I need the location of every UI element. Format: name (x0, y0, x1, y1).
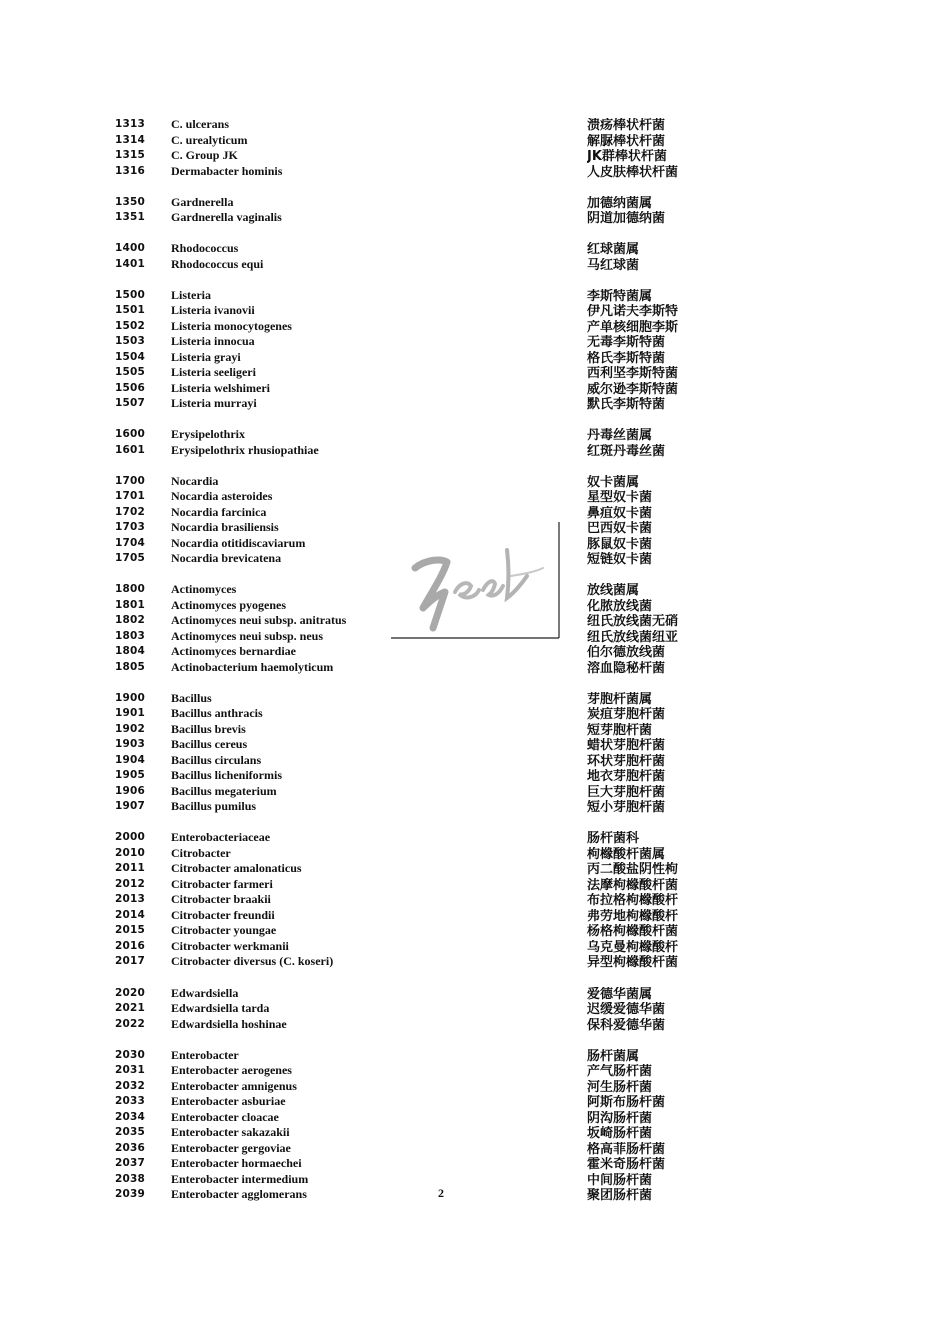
list-item (0, 474, 950, 489)
species-code: 1903 (115, 738, 146, 750)
species-latin-name: Nocardia otitidiscaviarum (171, 536, 306, 550)
species-chinese-name: 弗劳地枸橼酸杆 (587, 909, 679, 924)
species-code: 2013 (115, 893, 146, 905)
list-item (0, 195, 950, 210)
species-latin-name: Listeria (171, 288, 211, 302)
species-chinese-name: 蜡状芽胞杆菌 (587, 738, 666, 753)
species-chinese-name: 河生肠杆菌 (587, 1080, 653, 1095)
species-chinese-name: 地衣芽胞杆菌 (587, 769, 666, 784)
species-code: 2020 (115, 987, 146, 999)
species-chinese-name: 阴沟肠杆菌 (587, 1111, 653, 1126)
list-item (0, 1156, 950, 1171)
list-item (0, 536, 950, 551)
species-latin-name: Rhodococcus (171, 241, 239, 255)
species-chinese-name: 格氏李斯特菌 (587, 351, 666, 366)
species-chinese-name: 法摩枸橼酸杆菌 (587, 878, 679, 893)
species-code: 2022 (115, 1018, 146, 1030)
species-latin-name: Listeria monocytogenes (171, 319, 292, 333)
list-item (0, 148, 950, 163)
species-chinese-name: 异型枸橼酸杆菌 (587, 955, 679, 970)
list-item (0, 427, 950, 442)
species-code: 1350 (115, 196, 146, 208)
list-item (0, 737, 950, 752)
species-latin-name: Citrobacter (171, 846, 231, 860)
species-code: 2034 (115, 1111, 146, 1123)
species-latin-name: Citrobacter diversus (C. koseri) (171, 954, 334, 968)
species-chinese-name: 肠杆菌科 (587, 831, 640, 846)
species-chinese-name: 坂崎肠杆菌 (587, 1126, 653, 1141)
species-chinese-name: 红球菌属 (587, 242, 640, 257)
species-chinese-name: 马红球菌 (587, 258, 640, 273)
species-chinese-name: 阴道加德纳菌 (587, 211, 666, 226)
list-item (0, 117, 950, 132)
species-latin-name: Edwardsiella tarda (171, 1001, 270, 1015)
list-item (0, 1110, 950, 1125)
list-item (0, 1141, 950, 1156)
species-latin-name: Listeria grayi (171, 350, 241, 364)
species-chinese-name: 保科爱德华菌 (587, 1018, 666, 1033)
species-chinese-name: 溃疡棒状杆菌 (587, 118, 666, 133)
species-chinese-name: 短芽胞杆菌 (587, 723, 653, 738)
species-latin-name: Gardnerella (171, 195, 234, 209)
list-item (0, 133, 950, 148)
species-chinese-name: 环状芽胞杆菌 (587, 754, 666, 769)
species-latin-name: Edwardsiella hoshinae (171, 1017, 287, 1031)
species-code: 2033 (115, 1095, 146, 1107)
list-item (0, 1001, 950, 1016)
species-latin-name: C. Group JK (171, 148, 238, 162)
species-latin-name: Bacillus megaterium (171, 784, 277, 798)
species-latin-name: Listeria murrayi (171, 396, 257, 410)
list-item (0, 877, 950, 892)
list-item (0, 443, 950, 458)
species-latin-name: Nocardia farcinica (171, 505, 267, 519)
list-item (0, 551, 950, 566)
species-latin-name: Actinomyces pyogenes (171, 598, 286, 612)
list-item (0, 644, 950, 659)
species-chinese-name: 威尔逊李斯特菌 (587, 382, 679, 397)
species-chinese-name: JK群棒状杆菌 (587, 149, 667, 164)
list-item (0, 892, 950, 907)
page-number: 2 (438, 1186, 444, 1200)
species-code: 1507 (115, 397, 146, 409)
species-code: 2000 (115, 831, 146, 843)
species-latin-name: Enterobacteriaceae (171, 830, 271, 844)
species-code: 1904 (115, 754, 146, 766)
list-item (0, 722, 950, 737)
species-code: 1700 (115, 475, 146, 487)
species-code: 1314 (115, 134, 146, 146)
species-code: 2035 (115, 1126, 146, 1138)
list-item (0, 830, 950, 845)
list-item (0, 288, 950, 303)
species-chinese-name: 无毒李斯特菌 (587, 335, 666, 350)
species-latin-name: Citrobacter farmeri (171, 877, 273, 891)
list-item (0, 923, 950, 938)
species-code: 1803 (115, 630, 146, 642)
species-latin-name: Rhodococcus equi (171, 257, 264, 271)
species-chinese-name: 溶血隐秘杆菌 (587, 661, 666, 676)
species-code: 1502 (115, 320, 146, 332)
species-code: 2012 (115, 878, 146, 890)
species-chinese-name: 奴卡菌属 (587, 475, 640, 490)
species-chinese-name: 放线菌属 (587, 583, 640, 598)
list-item (0, 784, 950, 799)
species-latin-name: Nocardia brevicatena (171, 551, 282, 565)
species-code: 1701 (115, 490, 146, 502)
species-chinese-name: 肠杆菌属 (587, 1049, 640, 1064)
species-latin-name: Bacillus cereus (171, 737, 248, 751)
list-item (0, 1079, 950, 1094)
species-latin-name: Bacillus anthracis (171, 706, 263, 720)
species-code: 1703 (115, 521, 146, 533)
list-item (0, 1172, 950, 1187)
species-code: 2032 (115, 1080, 146, 1092)
species-latin-name: Enterobacter asburiae (171, 1094, 286, 1108)
list-item (0, 396, 950, 411)
species-chinese-name: 鼻疽奴卡菌 (587, 506, 653, 521)
species-chinese-name: 人皮肤棒状杆菌 (587, 165, 679, 180)
species-code: 1705 (115, 552, 146, 564)
species-latin-name: Dermabacter hominis (171, 164, 283, 178)
species-code: 1800 (115, 583, 146, 595)
species-code: 1504 (115, 351, 146, 363)
species-code: 2016 (115, 940, 146, 952)
species-latin-name: Edwardsiella (171, 986, 239, 1000)
species-code: 2039 (115, 1188, 146, 1200)
species-code: 1505 (115, 366, 146, 378)
list-item (0, 908, 950, 923)
species-code: 1506 (115, 382, 146, 394)
species-chinese-name: 聚团肠杆菌 (587, 1188, 653, 1203)
species-chinese-name: 产单核细胞李斯 (587, 320, 679, 335)
species-code: 1900 (115, 692, 146, 704)
species-chinese-name: 迟缓爱德华菌 (587, 1002, 666, 1017)
species-chinese-name: 格高菲肠杆菌 (587, 1142, 666, 1157)
species-chinese-name: 布拉格枸橼酸杆 (587, 893, 679, 908)
species-latin-name: Enterobacter gergoviae (171, 1141, 291, 1155)
species-code: 2036 (115, 1142, 146, 1154)
species-code: 1315 (115, 149, 146, 161)
species-chinese-name: 巴西奴卡菌 (587, 521, 653, 536)
species-chinese-name: 丹毒丝菌属 (587, 428, 653, 443)
list-item (0, 660, 950, 675)
species-latin-name: Nocardia (171, 474, 219, 488)
species-chinese-name: 爱德华菌属 (587, 987, 653, 1002)
species-code: 1901 (115, 707, 146, 719)
species-latin-name: Listeria welshimeri (171, 381, 270, 395)
species-code: 2037 (115, 1157, 146, 1169)
list-item (0, 1187, 950, 1202)
list-item (0, 210, 950, 225)
species-chinese-name: 芽胞杆菌属 (587, 692, 653, 707)
list-item (0, 799, 950, 814)
species-chinese-name: 加德纳菌属 (587, 196, 653, 211)
species-latin-name: Actinobacterium haemolyticum (171, 660, 334, 674)
species-chinese-name: 李斯特菌属 (587, 289, 653, 304)
species-latin-name: Listeria seeligeri (171, 365, 256, 379)
species-latin-name: Enterobacter aerogenes (171, 1063, 292, 1077)
species-latin-name: Nocardia asteroides (171, 489, 273, 503)
species-latin-name: Actinomyces (171, 582, 237, 596)
list-item (0, 691, 950, 706)
list-item (0, 164, 950, 179)
species-latin-name: Bacillus pumilus (171, 799, 257, 813)
species-code: 1801 (115, 599, 146, 611)
species-code: 1400 (115, 242, 146, 254)
list-item (0, 1048, 950, 1063)
species-chinese-name: 纽氏放线菌纽亚 (587, 630, 679, 645)
species-code: 1905 (115, 769, 146, 781)
list-item (0, 598, 950, 613)
species-chinese-name: 星型奴卡菌 (587, 490, 653, 505)
species-code: 1600 (115, 428, 146, 440)
species-code: 2030 (115, 1049, 146, 1061)
species-latin-name: Bacillus brevis (171, 722, 246, 736)
species-latin-name: Enterobacter amnigenus (171, 1079, 297, 1093)
species-code: 1500 (115, 289, 146, 301)
list-item (0, 365, 950, 380)
list-item (0, 381, 950, 396)
species-code: 2017 (115, 955, 146, 967)
list-item (0, 505, 950, 520)
species-latin-name: C. urealyticum (171, 133, 248, 147)
list-item (0, 582, 950, 597)
species-code: 1805 (115, 661, 146, 673)
list-item (0, 768, 950, 783)
species-code: 2031 (115, 1064, 146, 1076)
list-item (0, 1125, 950, 1140)
species-latin-name: C. ulcerans (171, 117, 229, 131)
species-chinese-name: 红斑丹毒丝菌 (587, 444, 666, 459)
list-item (0, 303, 950, 318)
species-chinese-name: 炭疽芽胞杆菌 (587, 707, 666, 722)
species-latin-name: Nocardia brasiliensis (171, 520, 279, 534)
species-code: 2038 (115, 1173, 146, 1185)
species-chinese-name: 豚鼠奴卡菌 (587, 537, 653, 552)
species-code: 1702 (115, 506, 146, 518)
species-chinese-name: 西利坚李斯特菌 (587, 366, 679, 381)
species-code: 1401 (115, 258, 146, 270)
species-latin-name: Enterobacter agglomerans (171, 1187, 307, 1201)
species-chinese-name: 解脲棒状杆菌 (587, 134, 666, 149)
species-chinese-name: 默氏李斯特菌 (587, 397, 666, 412)
list-item (0, 629, 950, 644)
species-latin-name: Gardnerella vaginalis (171, 210, 282, 224)
species-chinese-name: 中间肠杆菌 (587, 1173, 653, 1188)
species-latin-name: Enterobacter intermedium (171, 1172, 309, 1186)
species-chinese-name: 短小芽胞杆菌 (587, 800, 666, 815)
species-code: 1902 (115, 723, 146, 735)
species-latin-name: Actinomyces neui subsp. anitratus (171, 613, 347, 627)
species-chinese-name: 化脓放线菌 (587, 599, 653, 614)
list-item (0, 520, 950, 535)
species-chinese-name: 短链奴卡菌 (587, 552, 653, 567)
list-item (0, 257, 950, 272)
species-code: 2014 (115, 909, 146, 921)
species-chinese-name: 枸橼酸杆菌属 (587, 847, 666, 862)
species-latin-name: Erysipelothrix rhusiopathiae (171, 443, 319, 457)
species-latin-name: Citrobacter werkmanii (171, 939, 289, 953)
list-item (0, 1017, 950, 1032)
list-item (0, 334, 950, 349)
species-code: 1316 (115, 165, 146, 177)
species-latin-name: Actinomyces neui subsp. neus (171, 629, 324, 643)
species-code: 1501 (115, 304, 146, 316)
species-latin-name: Citrobacter youngae (171, 923, 277, 937)
species-latin-name: Citrobacter freundii (171, 908, 275, 922)
list-item (0, 489, 950, 504)
list-item (0, 241, 950, 256)
species-code: 1351 (115, 211, 146, 223)
list-item (0, 613, 950, 628)
list-item (0, 319, 950, 334)
species-chinese-name: 巨大芽胞杆菌 (587, 785, 666, 800)
species-latin-name: Enterobacter cloacae (171, 1110, 279, 1124)
list-item (0, 939, 950, 954)
list-item (0, 1094, 950, 1109)
species-chinese-name: 乌克曼枸橼酸杆 (587, 940, 679, 955)
species-code: 1907 (115, 800, 146, 812)
species-latin-name: Citrobacter braakii (171, 892, 271, 906)
species-chinese-name: 丙二酸盐阴性枸 (587, 862, 679, 877)
list-item (0, 846, 950, 861)
list-item (0, 350, 950, 365)
list-item (0, 753, 950, 768)
species-chinese-name: 阿斯布肠杆菌 (587, 1095, 666, 1110)
species-code: 1503 (115, 335, 146, 347)
list-item (0, 954, 950, 969)
list-item (0, 1063, 950, 1078)
species-code: 2015 (115, 924, 146, 936)
species-chinese-name: 伯尔德放线菌 (587, 645, 666, 660)
species-code: 2010 (115, 847, 146, 859)
species-latin-name: Listeria innocua (171, 334, 255, 348)
species-chinese-name: 纽氏放线菌无硝 (587, 614, 679, 629)
species-latin-name: Enterobacter sakazakii (171, 1125, 290, 1139)
species-code: 2011 (115, 862, 146, 874)
species-code: 1704 (115, 537, 146, 549)
species-latin-name: Citrobacter amalonaticus (171, 861, 302, 875)
species-code: 1802 (115, 614, 146, 626)
species-chinese-name: 伊凡诺夫李斯特 (587, 304, 679, 319)
species-latin-name: Erysipelothrix (171, 427, 245, 441)
list-item (0, 706, 950, 721)
list-item (0, 986, 950, 1001)
species-latin-name: Bacillus circulans (171, 753, 262, 767)
species-latin-name: Bacillus (171, 691, 212, 705)
species-chinese-name: 产气肠杆菌 (587, 1064, 653, 1079)
species-code: 1313 (115, 118, 146, 130)
species-chinese-name: 杨格枸橼酸杆菌 (587, 924, 679, 939)
species-latin-name: Bacillus licheniformis (171, 768, 282, 782)
species-latin-name: Actinomyces bernardiae (171, 644, 296, 658)
species-latin-name: Enterobacter hormaechei (171, 1156, 302, 1170)
species-chinese-name: 霍米奇肠杆菌 (587, 1157, 666, 1172)
species-code: 2021 (115, 1002, 146, 1014)
species-code: 1906 (115, 785, 146, 797)
species-latin-name: Enterobacter (171, 1048, 239, 1062)
species-latin-name: Listeria ivanovii (171, 303, 255, 317)
species-code: 1601 (115, 444, 146, 456)
species-code: 1804 (115, 645, 146, 657)
list-item (0, 861, 950, 876)
